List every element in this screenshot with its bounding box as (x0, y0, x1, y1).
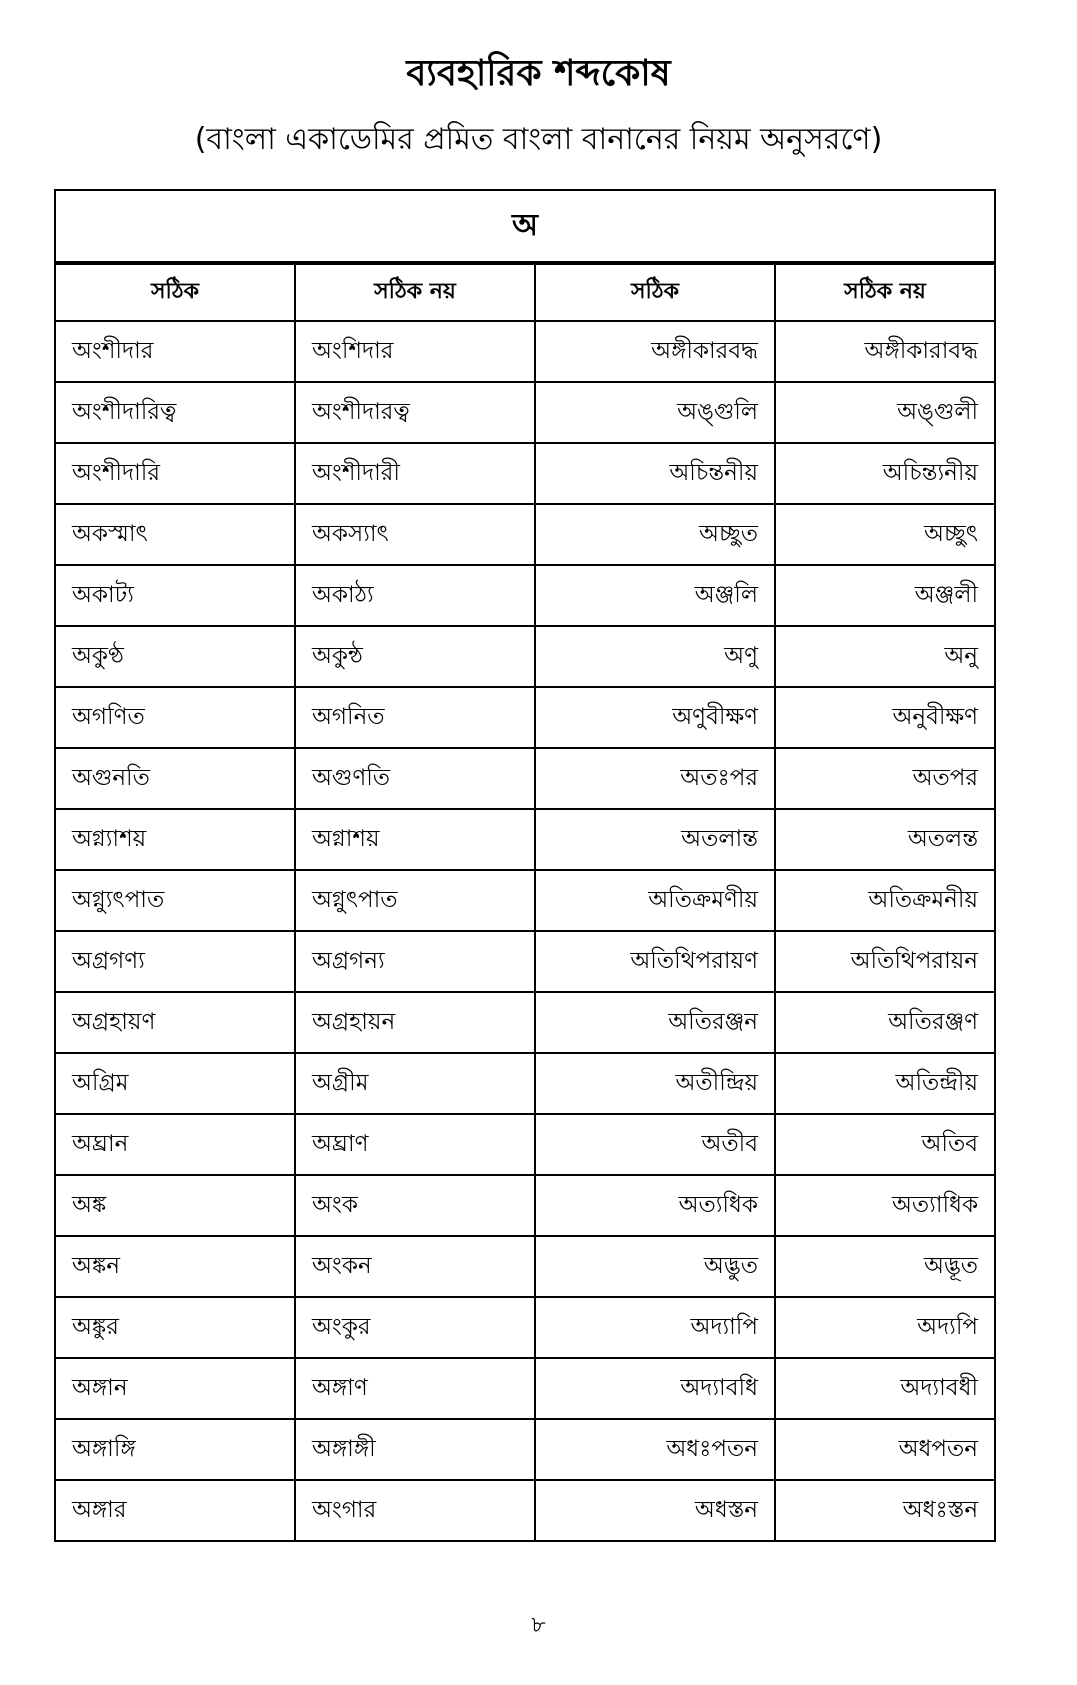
table-body (55, 321, 995, 1541)
correct-word-2: অতিক্রমণীয় (535, 870, 775, 931)
incorrect-word-2: অত্যাধিক (775, 1175, 995, 1236)
correct-word-2: অতিরঞ্জন (535, 992, 775, 1053)
table-row (55, 443, 995, 504)
table-row (55, 870, 995, 931)
section-letter: অ (55, 190, 995, 263)
column-header-incorrect-2: সঠিক নয় (775, 263, 995, 321)
table-row (55, 382, 995, 443)
correct-word-2: অঞ্জলি (535, 565, 775, 626)
table-row (55, 809, 995, 870)
correct-word-2: অতলান্ত (535, 809, 775, 870)
correct-word-2: অচ্ছুত (535, 504, 775, 565)
incorrect-word-2: অতপর (775, 748, 995, 809)
correct-word-1: অকস্মাৎ (55, 504, 295, 565)
incorrect-word-2: অচিন্ত্যনীয় (775, 443, 995, 504)
incorrect-word-1: অংক (295, 1175, 535, 1236)
table-row (55, 687, 995, 748)
incorrect-word-1: অকস্যাৎ (295, 504, 535, 565)
incorrect-word-1: অগ্রগন্য (295, 931, 535, 992)
incorrect-word-2: অচ্ছুৎ (775, 504, 995, 565)
column-header-correct-1: সঠিক (55, 263, 295, 321)
incorrect-word-1: অগনিত (295, 687, 535, 748)
incorrect-word-2: অতিরঞ্জণ (775, 992, 995, 1053)
incorrect-word-1: অঘ্রাণ (295, 1114, 535, 1175)
correct-word-1: অকুণ্ঠ (55, 626, 295, 687)
correct-word-1: অগ্রহায়ণ (55, 992, 295, 1053)
correct-word-2: অধস্তন (535, 1480, 775, 1541)
incorrect-word-1: অংকন (295, 1236, 535, 1297)
incorrect-word-2: অঙ্গীকারাবদ্ধ (775, 321, 995, 382)
correct-word-2: অঙ্গীকারবদ্ধ (535, 321, 775, 382)
incorrect-word-1: অংশীদারত্ব (295, 382, 535, 443)
correct-word-2: অদ্যাবধি (535, 1358, 775, 1419)
incorrect-word-1: অঙ্গাঙ্গী (295, 1419, 535, 1480)
section-letter-row (55, 190, 995, 263)
incorrect-word-1: অংগার (295, 1480, 535, 1541)
incorrect-word-1: অকুন্ঠ (295, 626, 535, 687)
incorrect-word-2: অতিন্দ্রীয় (775, 1053, 995, 1114)
table-row (55, 1480, 995, 1541)
table-row (55, 931, 995, 992)
correct-word-1: অঙ্গার (55, 1480, 295, 1541)
table-row (55, 565, 995, 626)
correct-word-1: অঙ্কুর (55, 1297, 295, 1358)
incorrect-word-2: অঙ্গুলী (775, 382, 995, 443)
table-row (55, 321, 995, 382)
incorrect-word-2: অদ্ভূত (775, 1236, 995, 1297)
incorrect-word-1: অঙ্গাণ (295, 1358, 535, 1419)
correct-word-2: অদ্ভুত (535, 1236, 775, 1297)
incorrect-word-2: অনু (775, 626, 995, 687)
incorrect-word-2: অদ্যাবধী (775, 1358, 995, 1419)
page-subtitle: (বাংলা একাডেমির প্রমিত বাংলা বানানের নিয়ম অনুসরণে) (194, 122, 883, 157)
incorrect-word-2: অধঃস্তন (775, 1480, 995, 1541)
page-number: ৮ (531, 1613, 546, 1638)
correct-word-2: অধঃপতন (535, 1419, 775, 1480)
correct-word-1: অঙ্গান (55, 1358, 295, 1419)
correct-word-2: অতীব (535, 1114, 775, 1175)
correct-word-1: অঙ্ক (55, 1175, 295, 1236)
column-header-row (55, 263, 995, 321)
incorrect-word-2: অতিব (775, 1114, 995, 1175)
incorrect-word-2: অতিথিপরায়ন (775, 931, 995, 992)
correct-word-1: অগুনতি (55, 748, 295, 809)
column-header-incorrect-1: সঠিক নয় (295, 263, 535, 321)
table-row (55, 992, 995, 1053)
table-row (55, 1053, 995, 1114)
incorrect-word-2: অদ্যপি (775, 1297, 995, 1358)
correct-word-2: অত্যধিক (535, 1175, 775, 1236)
correct-word-1: অংশীদার (55, 321, 295, 382)
incorrect-word-1: অগুণতি (295, 748, 535, 809)
correct-word-1: অগণিত (55, 687, 295, 748)
dictionary-table (54, 189, 996, 1542)
incorrect-word-1: অকাঠ্য (295, 565, 535, 626)
correct-word-1: অগ্ন্যাশয় (55, 809, 295, 870)
correct-word-1: অংশীদারিত্ব (55, 382, 295, 443)
table-row (55, 1419, 995, 1480)
table-row (55, 1297, 995, 1358)
incorrect-word-2: অনুবীক্ষণ (775, 687, 995, 748)
correct-word-2: অতীন্দ্রিয় (535, 1053, 775, 1114)
correct-word-2: অদ্যাপি (535, 1297, 775, 1358)
correct-word-1: অঙ্গাঙ্গি (55, 1419, 295, 1480)
incorrect-word-2: অতিক্রমনীয় (775, 870, 995, 931)
incorrect-word-1: অগ্রীম (295, 1053, 535, 1114)
correct-word-1: অঘ্রান (55, 1114, 295, 1175)
table-row (55, 504, 995, 565)
incorrect-word-1: অংকুর (295, 1297, 535, 1358)
correct-word-1: অগ্রগণ্য (55, 931, 295, 992)
correct-word-2: অণুবীক্ষণ (535, 687, 775, 748)
correct-word-2: অঙ্গুলি (535, 382, 775, 443)
incorrect-word-2: অধপতন (775, 1419, 995, 1480)
incorrect-word-1: অগ্নুৎপাত (295, 870, 535, 931)
correct-word-2: অতিথিপরায়ণ (535, 931, 775, 992)
correct-word-1: অকাট্য (55, 565, 295, 626)
correct-word-1: অঙ্কন (55, 1236, 295, 1297)
correct-word-1: অংশীদারি (55, 443, 295, 504)
table-row (55, 1175, 995, 1236)
table-row (55, 748, 995, 809)
correct-word-2: অতঃপর (535, 748, 775, 809)
incorrect-word-2: অঞ্জলী (775, 565, 995, 626)
table-row (55, 1114, 995, 1175)
incorrect-word-1: অগ্নাশয় (295, 809, 535, 870)
table-row (55, 626, 995, 687)
correct-word-1: অগ্ন্যুৎপাত (55, 870, 295, 931)
correct-word-2: অণু (535, 626, 775, 687)
correct-word-2: অচিন্তনীয় (535, 443, 775, 504)
incorrect-word-2: অতলন্ত (775, 809, 995, 870)
column-header-correct-2: সঠিক (535, 263, 775, 321)
incorrect-word-1: অংশিদার (295, 321, 535, 382)
incorrect-word-1: অগ্রহায়ন (295, 992, 535, 1053)
table-row (55, 1358, 995, 1419)
page-title: ব্যবহারিক শব্দকোষ (406, 53, 671, 94)
table-row (55, 1236, 995, 1297)
incorrect-word-1: অংশীদারী (295, 443, 535, 504)
correct-word-1: অগ্রিম (55, 1053, 295, 1114)
